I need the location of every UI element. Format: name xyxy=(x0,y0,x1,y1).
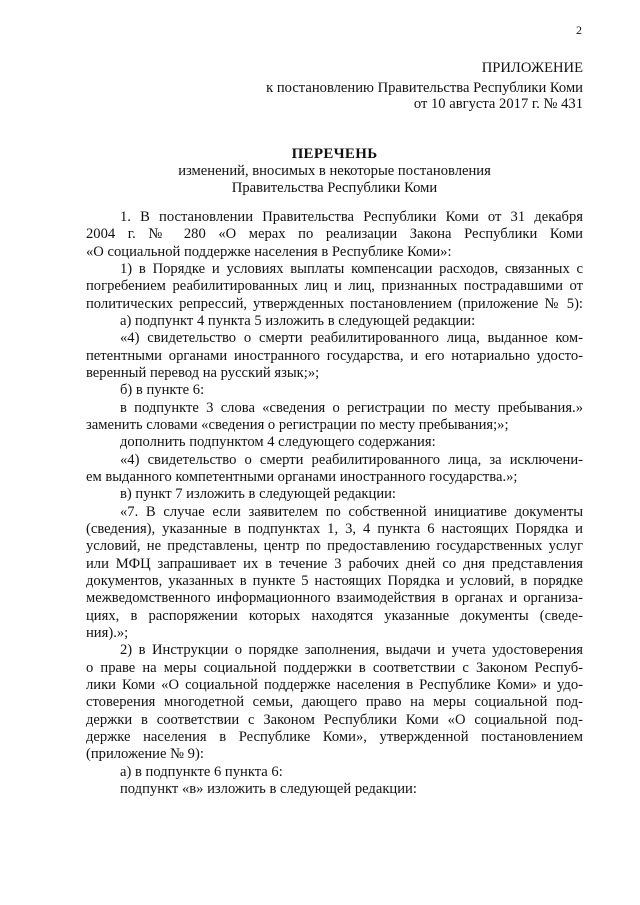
body-paragraph xyxy=(86,764,583,781)
paragraph-line: или МФЦ запрашивает их в течение 3 рабочих дней со дня представления xyxy=(86,555,583,572)
paragraph-line: в) пункт 7 изложить в следующей редакции: xyxy=(120,486,396,503)
paragraph-line: дополнить подпунктом 4 следующего содержания: xyxy=(120,434,436,451)
paragraph-line: веренный перевод на русский язык;»; xyxy=(86,364,320,381)
paragraph-line: межведомственного информационного взаимодействия в органах и организа- xyxy=(86,590,583,607)
paragraph-line: ния).»; xyxy=(86,624,129,641)
annex-label: ПРИЛОЖЕНИЕ xyxy=(481,60,583,76)
body-paragraph xyxy=(86,452,583,487)
paragraph-line: условий, не представлены, центр по предоставлению государственных услуг xyxy=(86,538,583,555)
paragraph-line: 2) в Инструкции о порядке заполнения, выдачи и учета удостоверения xyxy=(120,642,583,659)
body-paragraph xyxy=(86,642,583,763)
paragraph-line: подпункт «в» изложить в следующей редакции: xyxy=(120,780,417,797)
paragraph-line: (приложение № 9): xyxy=(86,746,204,763)
paragraph-line: «4) свидетельство о смерти реабилитированного лица, выданное ком- xyxy=(120,330,583,347)
paragraph-line: погребением реабилитированных лиц и лиц, признанных пострадавшими от xyxy=(86,278,583,295)
paragraph-line: а) подпункт 4 пункта 5 изложить в следующей редакции: xyxy=(120,312,476,329)
paragraph-line: б) в пункте 6: xyxy=(120,382,205,399)
body-paragraph xyxy=(86,781,583,798)
paragraph-line: о праве на меры социальной поддержки в соответствии с Законом Респуб- xyxy=(86,659,583,676)
paragraph-line: 1) в Порядке и условиях выплаты компенсации расходов, связанных с xyxy=(120,260,583,277)
paragraph-line: держки в соответствии с Законом Республики Коми «О социальной под- xyxy=(86,711,583,728)
body-paragraph xyxy=(86,330,583,382)
body-paragraph xyxy=(86,434,583,451)
paragraph-line: держке населения в Республике Коми», утвержденной постановлением xyxy=(86,728,583,745)
body-paragraph xyxy=(86,400,583,435)
body-paragraph xyxy=(86,382,583,399)
document-title: ПЕРЕЧЕНЬ xyxy=(291,146,378,162)
paragraph-line: (сведения), указанные в подпунктах 1, 3, 4 пункта 6 настоящих Порядка и xyxy=(86,520,583,537)
page-number: 2 xyxy=(576,23,582,37)
body-paragraph xyxy=(86,486,583,503)
body-paragraph xyxy=(86,313,583,330)
paragraph-line: петентными органами иностранного государства, и его нотариально удосто- xyxy=(86,347,583,364)
document-subtitle-line: изменений, вносимых в некоторые постановления xyxy=(178,163,491,179)
body-paragraph xyxy=(86,504,583,643)
paragraph-line: документов, указанных в пункте 5 настоящих Порядка и условий, в порядке xyxy=(86,572,583,589)
document-body xyxy=(86,209,583,798)
paragraph-line: «4) свидетельство о смерти реабилитированного лица, за исключени- xyxy=(120,451,583,468)
annex-reference-line: к постановлению Правительства Республики Коми xyxy=(266,80,583,96)
title-block xyxy=(86,145,583,197)
paragraph-line: ем выданного компетентными органами иностранного государства.»; xyxy=(86,468,518,485)
body-paragraph xyxy=(86,209,583,261)
paragraph-line: 1. В постановлении Правительства Республики Коми от 31 декабря xyxy=(120,209,583,225)
paragraph-line: политических репрессий, утвержденных постановлением (приложение № 5): xyxy=(86,295,583,312)
paragraph-line: лики Коми «О социальной поддержке населения в Республике Коми» и удо- xyxy=(86,676,583,693)
paragraph-line: «О социальной поддержке населения в Республике Коми»: xyxy=(86,243,452,260)
body-paragraph xyxy=(86,261,583,313)
paragraph-line: 2004 г. № 280 «О мерах по реализации Закона Республики Коми xyxy=(86,226,583,243)
paragraph-line: а) в подпункте 6 пункта 6: xyxy=(120,763,283,780)
document-subtitle-line: Правительства Республики Коми xyxy=(231,180,438,196)
annex-date-number: от 10 августа 2017 г. № 431 xyxy=(413,96,583,112)
paragraph-line: «7. В случае если заявителем по собственной инициативе документы xyxy=(120,503,583,520)
paragraph-line: стоверения многодетной семьи, дающего право на меры социальной под- xyxy=(86,694,583,711)
paragraph-line: циях, в распоряжении которых находятся указанные документы (сведе- xyxy=(86,607,583,624)
paragraph-line: в подпункте 3 слова «сведения о регистрации по месту пребывания.» xyxy=(120,399,583,416)
paragraph-line: заменить словами «сведения о регистрации по месту пребывания;»; xyxy=(86,416,509,433)
